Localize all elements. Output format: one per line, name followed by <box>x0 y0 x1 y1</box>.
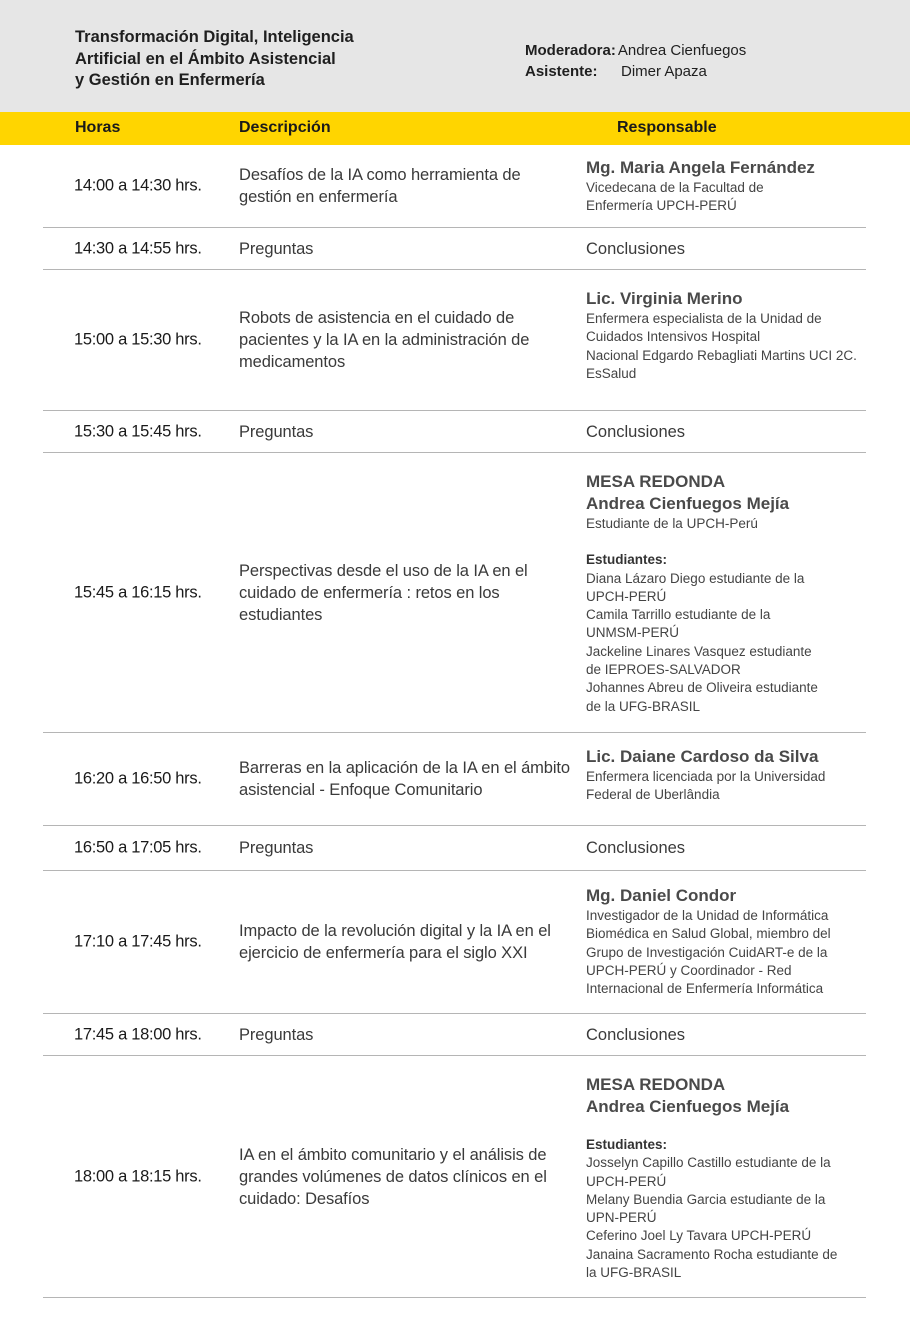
assistant-row <box>525 61 746 82</box>
row-description: Perspectivas desde el uso de la IA en el cuidado de enfermería : retos en los estudiantes <box>239 561 528 624</box>
row-time: 16:50 a 17:05 hrs. <box>74 838 202 857</box>
student-entry: Melany Buendia Garcia estudiante de la <box>586 1191 826 1207</box>
session-meta <box>525 40 746 82</box>
speaker-detail: Grupo de Investigación CuidART-e de la <box>586 944 828 960</box>
speaker-detail: Enfermera especialista de la Unidad de <box>586 311 822 326</box>
row-time: 14:30 a 14:55 hrs. <box>74 239 202 257</box>
speaker-detail: Biomédica en Salud Global, miembro del <box>586 926 831 942</box>
speaker-name: Lic. Daiane Cardoso da Silva <box>586 747 819 766</box>
moderator-label: Moderadora: <box>525 42 616 59</box>
speaker-detail: Vicedecana de la Facultad de <box>586 180 764 195</box>
table-row <box>43 228 866 270</box>
speaker-name: Lic. Virginia Merino <box>586 289 743 308</box>
speaker-detail: EsSalud <box>586 365 637 381</box>
table-row <box>43 270 866 411</box>
moderator-row <box>525 40 746 61</box>
table-row <box>43 733 866 826</box>
column-header-responsible: Responsable <box>617 119 717 136</box>
speaker-detail: Nacional Edgardo Rebagliati Martins UCI 2C. <box>586 347 857 363</box>
speaker-detail: Enfermera licenciada por la Universidad <box>586 769 826 784</box>
table-row <box>43 826 866 871</box>
table-row <box>43 1056 866 1298</box>
row-description: IA en el ámbito comunitario y el análisis de grandes volúmenes de datos clínicos en el cuidado: Desafíos <box>239 1145 547 1208</box>
title-line: Transformación Digital, Inteligencia <box>75 28 354 46</box>
assistant-value: Dimer Apaza <box>621 63 707 80</box>
row-time: 15:30 a 15:45 hrs. <box>74 422 202 440</box>
row-time: 17:45 a 18:00 hrs. <box>74 1025 202 1043</box>
column-header-description: Descripción <box>239 119 331 136</box>
student-entry: UPCH-PERÚ <box>586 1173 667 1189</box>
row-responsible: Conclusiones <box>586 838 686 857</box>
row-time: 15:45 a 16:15 hrs. <box>74 583 202 601</box>
row-description: Preguntas <box>239 239 314 258</box>
row-description: Preguntas <box>239 422 314 441</box>
row-time: 14:00 a 14:30 hrs. <box>74 176 202 195</box>
row-responsible <box>586 1074 886 1282</box>
speaker-detail: Estudiante de la UPCH-Perú <box>586 516 758 531</box>
student-entry: de IEPROES-SALVADOR <box>586 662 741 678</box>
table-row <box>43 145 866 228</box>
student-entry: UPCH-PERÚ <box>586 588 667 604</box>
title-line: y Gestión en Enfermería <box>75 71 265 89</box>
speaker-name: MESA REDONDA <box>586 472 726 491</box>
student-entry: Ceferino Joel Ly Tavara UPCH-PERÚ <box>586 1228 812 1244</box>
table-row <box>43 871 866 1014</box>
student-entry: Johannes Abreu de Oliveira estudiante <box>586 680 818 696</box>
row-responsible <box>586 471 886 716</box>
row-responsible <box>586 157 886 216</box>
row-responsible: Conclusiones <box>586 1025 686 1044</box>
row-responsible <box>586 288 886 383</box>
speaker-detail: Federal de Uberlândia <box>586 787 720 803</box>
row-description: Robots de asistencia en el cuidado de pacientes y la IA en la administración de medicamentos <box>239 309 530 371</box>
speaker-name: MESA REDONDA <box>586 1075 726 1094</box>
row-time: 16:20 a 16:50 hrs. <box>74 769 202 788</box>
student-entry: de la UFG-BRASIL <box>586 698 701 714</box>
speaker-detail: Enfermería UPCH-PERÚ <box>586 198 737 214</box>
table-row <box>43 411 866 453</box>
row-description: Barreras en la aplicación de la IA en el ámbito asistencial - Enfoque Comunitario <box>239 759 570 799</box>
row-responsible: Conclusiones <box>586 422 686 441</box>
speaker-name: Mg. Daniel Condor <box>586 886 737 905</box>
table-row <box>43 453 866 733</box>
speaker-name: Mg. Maria Angela Fernández <box>586 158 815 177</box>
row-time: 17:10 a 17:45 hrs. <box>74 932 202 951</box>
speaker-name: Andrea Cienfuegos Mejía <box>586 1097 790 1116</box>
students-heading: Estudiantes: <box>586 552 668 568</box>
row-description: Preguntas <box>239 1025 314 1044</box>
row-description: Desafíos de la IA como herramienta de gestión en enfermería <box>239 166 521 206</box>
header-banner <box>0 0 910 112</box>
speaker-detail: Internacional de Enfermería Informática <box>586 981 824 997</box>
row-responsible <box>586 885 886 998</box>
student-entry: UPN-PERÚ <box>586 1210 657 1226</box>
row-description: Impacto de la revolución digital y la IA en el ejercicio de enfermería para el siglo XXI <box>239 922 551 962</box>
column-header-time: Horas <box>75 119 121 136</box>
student-entry: UNMSM-PERÚ <box>586 625 679 641</box>
student-entry: Jackeline Linares Vasquez estudiante <box>586 643 812 659</box>
student-entry: Diana Lázaro Diego estudiante de la <box>586 570 805 586</box>
speaker-name: Andrea Cienfuegos Mejía <box>586 494 790 513</box>
speaker-detail: Cuidados Intensivos Hospital <box>586 329 761 345</box>
student-entry: Camila Tarrillo estudiante de la <box>586 607 771 623</box>
student-entry: la UFG-BRASIL <box>586 1265 682 1281</box>
moderator-value: Andrea Cienfuegos <box>617 42 747 59</box>
table-row <box>43 1014 866 1056</box>
column-header-bar <box>0 112 910 145</box>
speaker-detail: Investigador de la Unidad de Informática <box>586 908 829 923</box>
row-responsible <box>586 746 886 805</box>
students-heading: Estudiantes: <box>586 1137 668 1152</box>
title-line: Artificial en el Ámbito Asistencial <box>75 49 336 68</box>
row-description: Preguntas <box>239 839 314 857</box>
assistant-label: Asistente: <box>525 63 598 80</box>
page-title <box>75 27 405 92</box>
student-entry: Josselyn Capillo Castillo estudiante de la <box>586 1155 831 1171</box>
speaker-detail: UPCH-PERÚ y Coordinador - Red <box>586 962 792 978</box>
student-entry: Janaina Sacramento Rocha estudiante de <box>586 1246 838 1262</box>
row-time: 15:00 a 15:30 hrs. <box>74 330 202 349</box>
row-responsible: Conclusiones <box>586 239 686 258</box>
row-time: 18:00 a 18:15 hrs. <box>74 1167 202 1185</box>
